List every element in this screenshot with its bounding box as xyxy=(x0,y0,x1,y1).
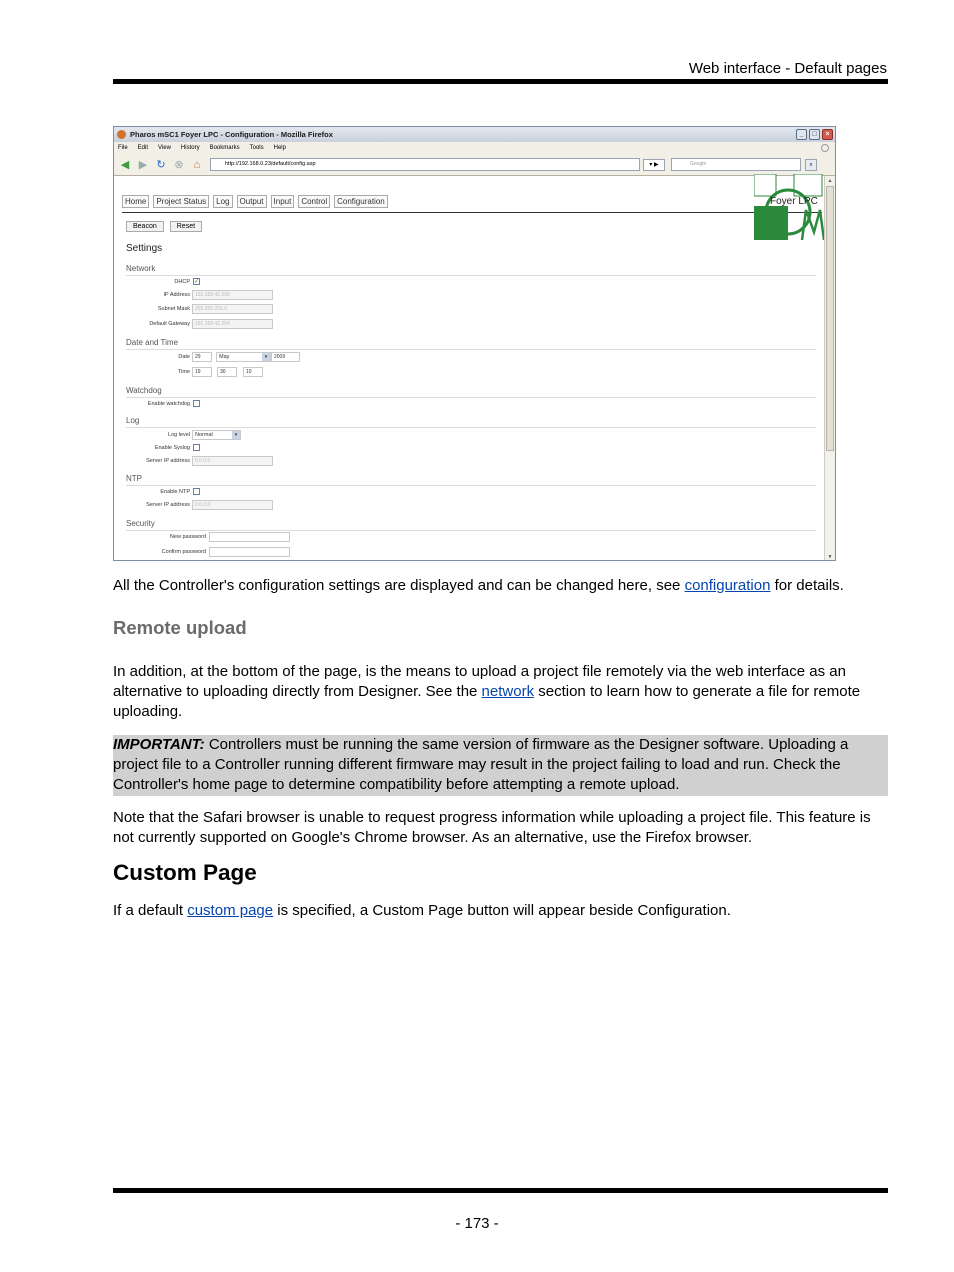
confirm-password-label: Confirm password xyxy=(161,549,206,555)
confirm-password-field[interactable] xyxy=(209,547,290,557)
menu-view[interactable]: View xyxy=(158,145,171,151)
mask-label: Subnet Mask xyxy=(157,306,190,312)
firefox-screenshot xyxy=(113,126,836,561)
remote-upload-paragraph xyxy=(113,662,888,722)
custom-page-paragraph xyxy=(113,901,888,921)
dhcp-checkbox[interactable]: ✓ xyxy=(194,279,200,285)
custom-page-heading: Custom Page xyxy=(113,860,257,885)
tab-project-status[interactable]: Project Status xyxy=(153,195,209,208)
section-divider xyxy=(126,485,816,486)
important-text: Controllers must be running the same version of firmware as the Designer software. Uploading a project file to a Controller running different firmware may result in the project failing to load and run. Check the Controller's home page to determine compatibility before attempting a remote upload. xyxy=(113,736,849,793)
datetime-heading: Date and Time xyxy=(126,338,179,347)
back-icon[interactable]: ◀ xyxy=(120,158,130,171)
menu-bookmarks[interactable]: Bookmarks xyxy=(209,145,240,151)
reset-button[interactable]: Reset xyxy=(170,221,202,232)
ntp-checkbox[interactable] xyxy=(193,488,200,495)
search-icon[interactable]: ⌕ xyxy=(805,159,817,171)
month-value: May xyxy=(219,354,230,360)
maximize-icon[interactable]: □ xyxy=(809,129,820,140)
home-icon[interactable]: ⌂ xyxy=(193,158,201,171)
log-level-select[interactable] xyxy=(192,430,241,440)
navigation-toolbar xyxy=(114,154,835,176)
firefox-icon xyxy=(117,130,126,139)
custom-page-text-end: is specified, a Custom Page button will appear beside Configuration. xyxy=(273,902,731,919)
ntp-heading: NTP xyxy=(126,474,142,483)
day-field[interactable]: 29 xyxy=(192,352,212,362)
menu-history[interactable]: History xyxy=(180,145,200,151)
ntp-server-label: Server IP address xyxy=(146,502,190,508)
menu-edit[interactable]: Edit xyxy=(137,145,149,151)
tab-home[interactable]: Home xyxy=(122,195,149,208)
minimize-icon[interactable]: _ xyxy=(796,129,807,140)
year-field[interactable]: 2009 xyxy=(271,352,300,362)
running-header: Web interface - Default pages xyxy=(688,60,887,77)
second-field[interactable]: 10 xyxy=(243,367,263,377)
page-scrollbar[interactable] xyxy=(824,176,835,561)
log-level-value: Normal xyxy=(195,432,213,438)
section-divider xyxy=(126,275,816,276)
dhcp-label: DHCP xyxy=(174,279,190,285)
stop-icon[interactable]: ⊗ xyxy=(174,158,184,171)
syslog-label: Enable Syslog xyxy=(154,445,190,451)
section-divider xyxy=(126,530,816,531)
important-note xyxy=(113,735,888,796)
browser-note: Note that the Safari browser is unable to request progress information while uploading a project file. This feature is not currently supported on Google's Chrome browser. As an alternative, use the Firefox browser. xyxy=(113,809,871,846)
window-titlebar xyxy=(114,127,835,142)
go-button[interactable]: ▾ ▶ xyxy=(643,159,665,171)
menu-tools[interactable]: Tools xyxy=(249,145,264,151)
chevron-down-icon: ▾ xyxy=(232,431,240,439)
intro-text-end: for details. xyxy=(770,577,844,594)
ntp-enable-label: Enable NTP xyxy=(160,489,190,495)
custom-page-link[interactable]: custom page xyxy=(187,902,274,919)
network-heading: Network xyxy=(126,264,156,273)
remote-upload-text: In addition, at the bottom of the page, is the means to upload a project file remotely via the web interface as an alternative to uploading directly from Designer. See the xyxy=(113,663,846,700)
watchdog-checkbox[interactable] xyxy=(193,400,200,407)
new-password-field[interactable] xyxy=(209,532,290,542)
logo-text: Foyer LPC xyxy=(770,196,818,207)
minute-field[interactable]: 30 xyxy=(217,367,237,377)
web-page xyxy=(114,176,824,561)
hour-field[interactable]: 19 xyxy=(192,367,212,377)
configuration-link[interactable]: configuration xyxy=(684,577,771,594)
forward-icon[interactable]: ▶ xyxy=(138,158,148,171)
custom-page-text: If a default xyxy=(113,902,188,919)
new-password-label: New password xyxy=(169,534,206,540)
footer-rule xyxy=(113,1188,888,1193)
watchdog-label: Enable watchdog xyxy=(147,401,190,407)
scroll-up-icon[interactable]: ▲ xyxy=(827,178,833,184)
reload-icon[interactable]: ↻ xyxy=(156,158,166,171)
beacon-button[interactable]: Beacon xyxy=(126,221,164,232)
date-label: Date xyxy=(178,354,190,360)
section-divider xyxy=(126,427,816,428)
ip-label: IP Address xyxy=(163,292,190,298)
watchdog-heading: Watchdog xyxy=(126,386,162,395)
log-server-field[interactable]: 0.0.0.0 xyxy=(192,456,273,466)
tab-output[interactable]: Output xyxy=(237,195,267,208)
syslog-checkbox[interactable] xyxy=(193,444,200,451)
scroll-down-icon[interactable]: ▼ xyxy=(827,554,833,560)
tab-log[interactable]: Log xyxy=(213,195,232,208)
ntp-server-field[interactable]: 0.0.0.0 xyxy=(192,500,273,510)
log-heading: Log xyxy=(126,416,140,425)
tab-control[interactable]: Control xyxy=(298,195,330,208)
remote-upload-text-end: section to learn how to generate a file for remote uploading. xyxy=(113,683,861,720)
menu-file[interactable]: File xyxy=(118,145,128,151)
search-input[interactable]: Google xyxy=(671,158,801,171)
tab-divider xyxy=(122,212,822,213)
pharos-logo xyxy=(754,174,826,244)
scroll-thumb[interactable] xyxy=(826,186,834,451)
settings-title: Settings xyxy=(126,243,163,254)
intro-paragraph xyxy=(113,576,888,596)
section-divider xyxy=(126,397,816,398)
window-title: Pharos mSC1 Foyer LPC - Configuration - Mozilla Firefox xyxy=(130,130,333,139)
url-input[interactable]: http://192.168.0.23/default/config.asp xyxy=(210,158,640,171)
network-link[interactable]: network xyxy=(481,683,535,700)
tab-input[interactable]: Input xyxy=(271,195,295,208)
menu-bar xyxy=(114,142,835,154)
web-tab-bar xyxy=(122,195,392,208)
gateway-label: Default Gateway xyxy=(149,321,190,327)
menu-help[interactable]: Help xyxy=(273,145,286,151)
gateway-field[interactable]: 192.168.42.254 xyxy=(192,319,273,329)
close-icon[interactable]: × xyxy=(822,129,833,140)
log-server-label: Server IP address xyxy=(146,458,190,464)
important-label: IMPORTANT: xyxy=(113,736,205,753)
header-rule xyxy=(113,79,888,84)
log-level-label: Log level xyxy=(167,432,190,438)
throbber-icon xyxy=(821,144,829,152)
page-number: - 173 - xyxy=(455,1215,499,1232)
intro-text: All the Controller's configuration settings are displayed and can be changed here, see xyxy=(113,577,685,594)
remote-upload-heading: Remote upload xyxy=(113,617,247,638)
mask-field[interactable]: 255.255.255.0 xyxy=(192,304,273,314)
action-buttons xyxy=(126,221,208,232)
chevron-down-icon: ▾ xyxy=(262,353,270,361)
time-label: Time xyxy=(177,369,190,375)
security-heading: Security xyxy=(126,519,155,528)
tab-configuration[interactable]: Configuration xyxy=(334,195,388,208)
month-select[interactable] xyxy=(216,352,271,362)
section-divider xyxy=(126,349,816,350)
ip-field[interactable]: 192.168.42.200 xyxy=(192,290,273,300)
